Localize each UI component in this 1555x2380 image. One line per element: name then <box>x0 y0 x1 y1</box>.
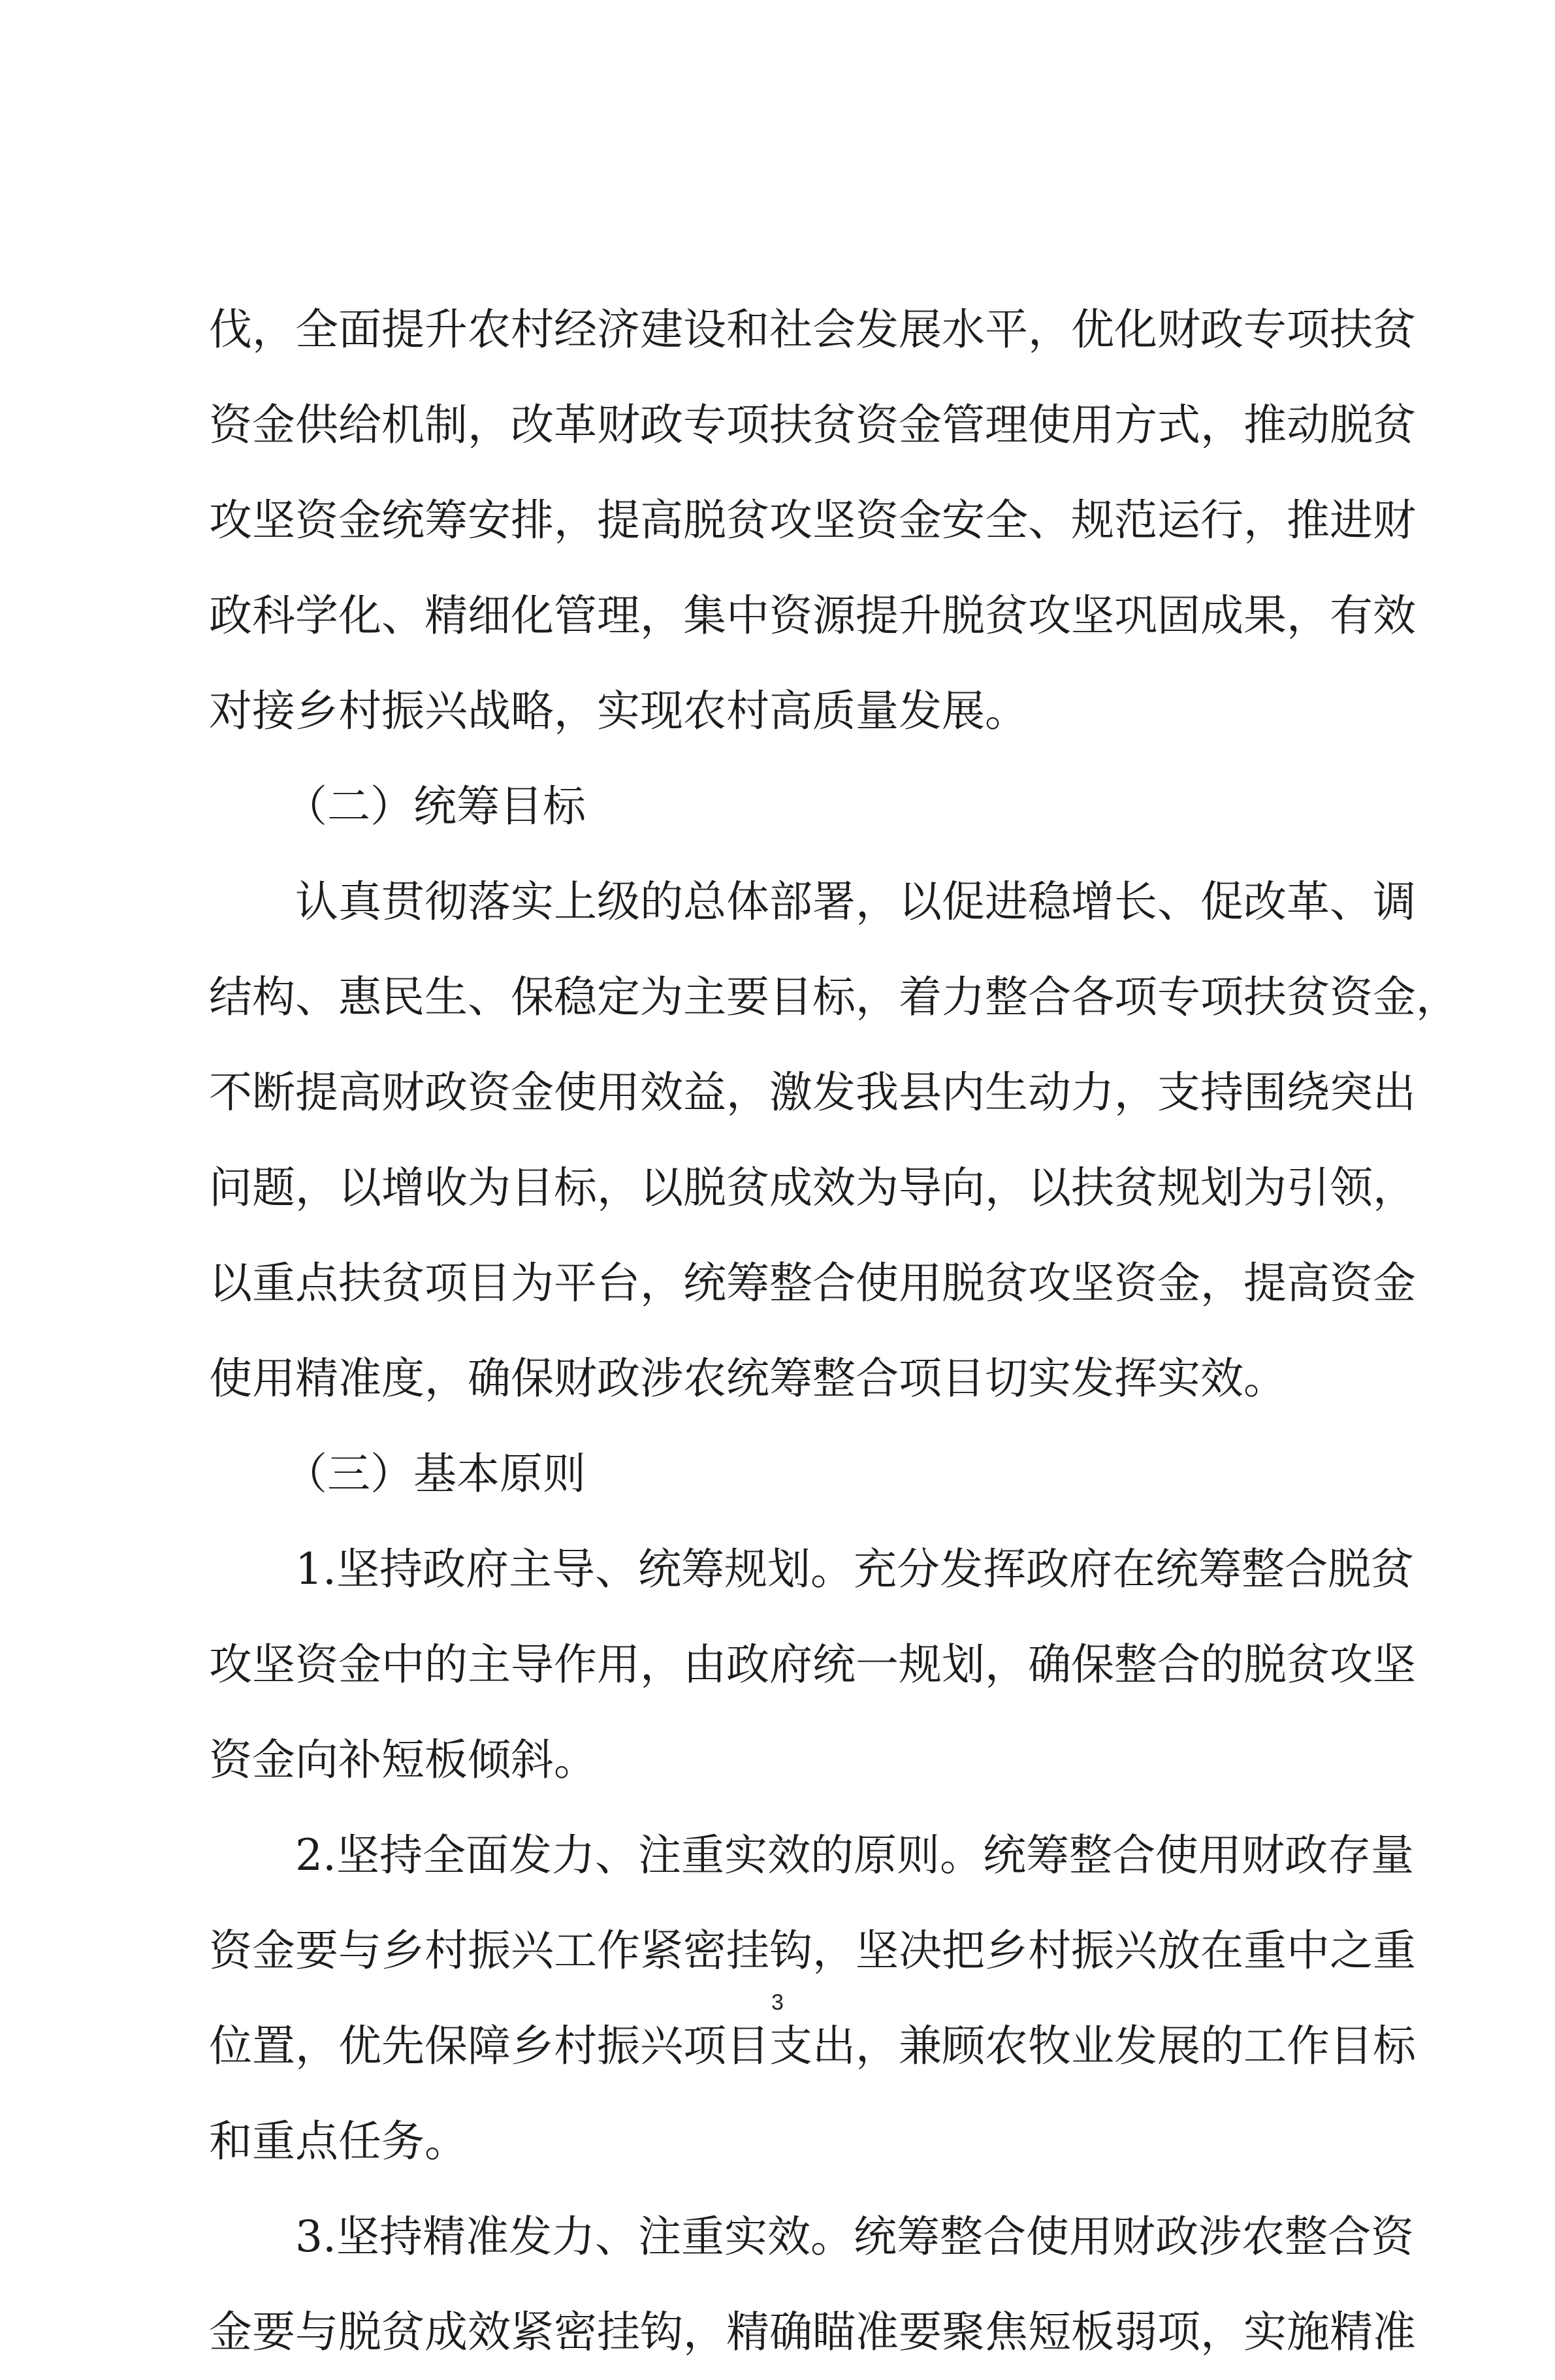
text-line-14: 1.坚持政府主导、统筹规划。充分发挥政府在统筹整合脱贫 <box>295 1544 1414 1594</box>
text-line-4: 政科学化、精细化管理，集中资源提升脱贫攻坚巩固成果，有效 <box>209 590 1416 641</box>
text-line-20: 和重点任务。 <box>209 2116 468 2166</box>
page-number: 3 <box>771 1990 784 2015</box>
text-line-19: 位置，优先保障乡村振兴项目支出，兼顾农牧业发展的工作目标 <box>209 2021 1416 2071</box>
text-line-12: 使用精准度，确保财政涉农统筹整合项目切实发挥实效。 <box>209 1353 1287 1404</box>
text-line-16: 资金向补短板倾斜。 <box>209 1735 597 1785</box>
text-line-10: 问题，以增收为目标，以脱贫成效为导向，以扶贫规划为引领， <box>209 1163 1416 1213</box>
text-line-9: 不断提高财政资金使用效益，激发我县内生动力，支持围绕突出 <box>209 1067 1416 1118</box>
text-line-11: 以重点扶贫项目为平台，统筹整合使用脱贫攻坚资金，提高资金 <box>209 1258 1416 1308</box>
text-line-21: 3.坚持精准发力、注重实效。统筹整合使用财政涉农整合资 <box>295 2211 1414 2262</box>
text-line-22: 金要与脱贫成效紧密挂钩，精确瞄准要聚焦短板弱项，实施精准 <box>209 2307 1416 2357</box>
section-heading-principles: （三）基本原则 <box>284 1449 586 1499</box>
text-line-1: 伐，全面提升农村经济建设和社会发展水平，优化财政专项扶贫 <box>209 304 1416 355</box>
text-line-15: 攻坚资金中的主导作用，由政府统一规划，确保整合的脱贫攻坚 <box>209 1639 1416 1690</box>
text-line-2: 资金供给机制，改革财政专项扶贫资金管理使用方式，推动脱贫 <box>209 400 1416 450</box>
text-line-18: 资金要与乡村振兴工作紧密挂钩，坚决把乡村振兴放在重中之重 <box>209 1925 1416 1976</box>
document-body <box>209 282 1459 2380</box>
text-line-8: 结构、惠民生、保稳定为主要目标，着力整合各项专项扶贫资金， <box>209 972 1459 1022</box>
text-line-7: 认真贯彻落实上级的总体部署，以促进稳增长、促改革、调 <box>295 876 1416 927</box>
section-heading-goals: （二）统筹目标 <box>284 781 586 831</box>
text-line-17: 2.坚持全面发力、注重实效的原则。统筹整合使用财政存量 <box>295 1830 1414 1880</box>
text-line-5: 对接乡村振兴战略，实现农村高质量发展。 <box>209 686 1028 736</box>
text-line-3: 攻坚资金统筹安排，提高脱贫攻坚资金安全、规范运行，推进财 <box>209 495 1416 545</box>
